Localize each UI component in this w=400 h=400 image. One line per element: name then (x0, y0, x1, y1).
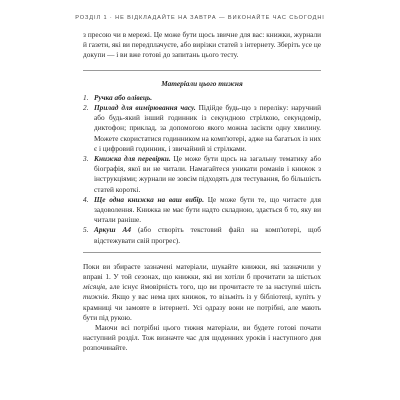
item-number: 1. (83, 92, 89, 102)
item-number: 2. (83, 103, 89, 113)
running-head: РОЗДІЛ 1 · НЕ ВІДКЛАДАЙТЕ НА ЗАВТРА — ВИКОНАЙТЕ ЧАС СЬОГОДНІ (75, 15, 325, 21)
list-item (83, 225, 321, 245)
materials-list (83, 93, 321, 246)
item-text: Підійде будь-що з переліку: наручний або будь-який інший годинник із секундною стрілкою, секундомір, диктофон; приклад, за допомогою якого можна засікти одну хвилину. Можете скористатися годинником на комп'ютері, адже на багатьох із них є і цифровий годинник, і звичайний зі стрілками. (94, 103, 321, 153)
body-text (83, 30, 321, 354)
item-number: 4. (83, 194, 89, 204)
gather-text-c: . Якщо у вас нема цих книжок, то візьміть із у бібліотеці, купіть у крамниці чи замовте в інтернеті. Усі одразу вони не потрібні, але мають бути під рукою. (83, 292, 321, 322)
item-text: Це може бути те, що читаєте для задоволення. Книжка не має бути надто складною, здається б то, яку ви читали раніше. (94, 194, 321, 225)
item-number: 3. (83, 154, 89, 164)
item-title: Ручка або олівець. (94, 92, 153, 102)
item-title: Прилад для вимірювання часу. (94, 103, 196, 113)
item-title: Ще одна книжка на ваш вибір. (94, 194, 205, 204)
list-item (83, 93, 321, 103)
list-item (83, 195, 321, 226)
item-title: Книжка для перевірки. (94, 154, 171, 164)
list-item (83, 103, 321, 154)
item-number: 5. (83, 225, 89, 235)
gather-text-b: , але існує ймовірність того, що ви прочитаєте те за наступні шість (105, 282, 321, 292)
emphasis-months: місяців (83, 282, 106, 292)
list-item (83, 154, 321, 195)
materials-box (83, 70, 321, 253)
intro-paragraph: з пресою чи в мережі. Це може бути щось звичне для вас: книжки, журнали й газети, які ви передплачуєте, або вирізки статей з інтернету. Зберіть усе це докупи — і ви вже готові до запитань цього тесту. (83, 30, 321, 60)
item-text: (або створіть текстовий файл на комп'ютері, щоб відстежувати свій прогрес). (94, 225, 321, 245)
closing-paragraph: Маючи всі потрібні цього тижня матеріали, ви будете готові почати наступний розділ. Тож визначте час для щоденних уроків і наступного дня розпочинайте. (83, 323, 321, 353)
materials-title: Матеріали цього тижня (161, 78, 243, 88)
item-title: Аркуш А4 (94, 225, 132, 235)
item-text: Це може бути щось на загальну тематику або біографія, якої ви не читали. Намагайтеся уникати романів і книжок з інструкціями; журнали не зовсім підходять для тестування, бо більшість статей короткі. (94, 154, 321, 194)
gather-text-a: Поки ви збираєте зазначені матеріали, шукайте книжки, які зазначили у вправі 1. У той сезонах, що книжки, які ви хотіли б прочитати за шістьох (83, 261, 321, 282)
emphasis-weeks: тижнів (83, 292, 108, 302)
gather-paragraph (83, 262, 321, 323)
